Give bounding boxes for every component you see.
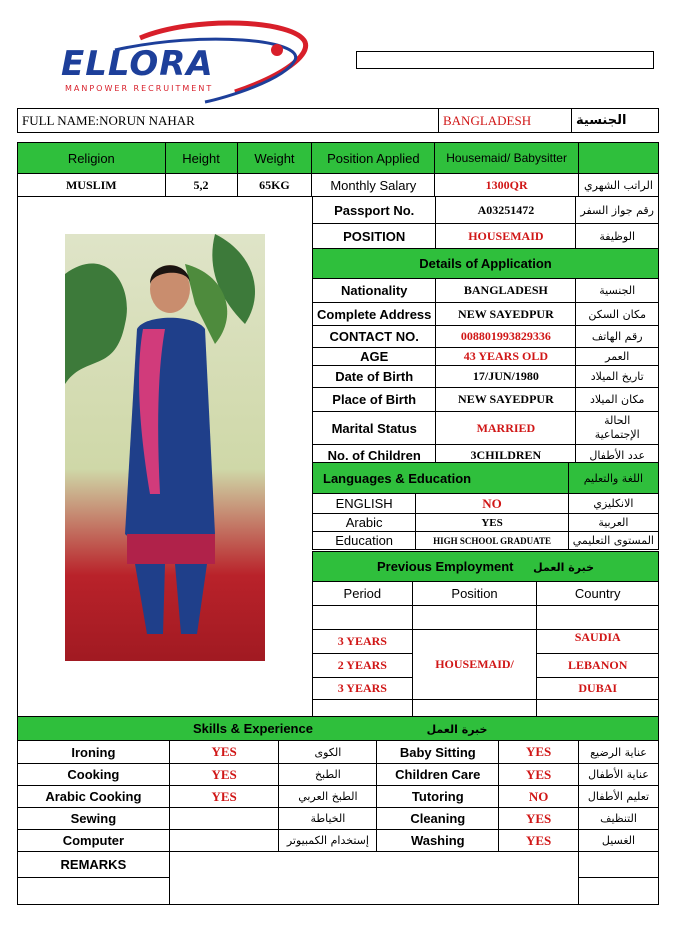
employment-heading-ar: خبرة العمل <box>533 561 595 574</box>
skill-label: Children Care <box>377 764 499 786</box>
detail-label: Date of Birth <box>313 366 436 388</box>
info-value: A03251472 <box>436 197 576 224</box>
skill-label: Ironing <box>18 741 170 764</box>
name-table <box>17 108 659 133</box>
blank-cell <box>578 143 658 174</box>
info-label: Monthly Salary <box>312 174 435 197</box>
skill-ar: تعليم الأطفال <box>579 786 659 808</box>
top-table <box>17 142 659 197</box>
detail-label: Complete Address <box>313 303 436 326</box>
employment-period: 3 YEARS <box>313 630 413 654</box>
skill-ar: عناية الأطفال <box>579 764 659 786</box>
skill-ar: الخياطة <box>279 808 377 830</box>
skill-label: Cleaning <box>377 808 499 830</box>
period-header: Period <box>313 582 413 606</box>
employment-country: LEBANON <box>537 654 659 678</box>
detail-label: Place of Birth <box>313 388 436 412</box>
skill-value: YES <box>169 764 279 786</box>
language-label: ENGLISH <box>313 494 416 514</box>
employment-country: DUBAI <box>537 678 659 700</box>
skill-label: Baby Sitting <box>377 741 499 764</box>
detail-label: No. of Children <box>313 445 436 467</box>
full-name: FULL NAME:NORUN NAHAR <box>18 109 439 133</box>
skill-value: YES <box>499 741 579 764</box>
skill-label: Sewing <box>18 808 170 830</box>
skill-value: YES <box>499 808 579 830</box>
skill-value: YES <box>499 764 579 786</box>
language-ar: العربية <box>568 514 658 532</box>
detail-label: Marital Status <box>313 412 436 445</box>
religion-header: Religion <box>18 143 166 174</box>
language-ar: المستوى التعليمي <box>568 532 658 550</box>
info-label: POSITION <box>313 224 436 249</box>
detail-ar: الحالة الإجتماعية <box>576 412 659 445</box>
skills-heading-ar: خبرة العمل <box>426 723 488 736</box>
skill-value: YES <box>499 830 579 852</box>
country-header: Country <box>537 582 659 606</box>
position-applied-header: Position Applied <box>312 143 435 174</box>
employment-heading: Previous Employment <box>376 559 514 574</box>
detail-ar: مكان الميلاد <box>576 388 659 412</box>
nationality-ar: الجنسية <box>572 109 659 133</box>
languages-heading-ar: اللغة والتعليم <box>568 463 658 494</box>
language-value: NO <box>416 494 568 514</box>
skill-value <box>169 830 279 852</box>
detail-ar: تاريخ الميلاد <box>576 366 659 388</box>
language-ar: الانكليزي <box>568 494 658 514</box>
remarks-field <box>169 852 578 905</box>
detail-label: Nationality <box>313 279 436 303</box>
skill-ar: عناية الرضيع <box>579 741 659 764</box>
info-label: Passport No. <box>313 197 436 224</box>
detail-value: 3CHILDREN <box>436 445 576 467</box>
employment-table <box>312 551 659 718</box>
skill-ar: الكوى <box>279 741 377 764</box>
languages-table <box>312 462 659 550</box>
skill-ar: التنظيف <box>579 808 659 830</box>
blank-cell <box>412 700 537 718</box>
detail-value: NEW SAYEDPUR <box>436 388 576 412</box>
skill-ar: الغسيل <box>579 830 659 852</box>
employment-period: 2 YEARS <box>313 654 413 678</box>
skill-ar: الطبخ <box>279 764 377 786</box>
detail-value: 008801993829336 <box>436 326 576 348</box>
detail-ar: عدد الأطفال <box>576 445 659 467</box>
candidate-photo <box>65 234 265 661</box>
skill-ar: الطبخ العربي <box>279 786 377 808</box>
religion-value: MUSLIM <box>18 174 166 197</box>
reference-box <box>356 51 654 69</box>
info-ar: الراتب الشهري <box>578 174 658 197</box>
skill-label: Tutoring <box>377 786 499 808</box>
skill-value: YES <box>169 741 279 764</box>
blank-cell <box>18 878 170 905</box>
ellora-logo <box>55 20 315 108</box>
weight-header: Weight <box>237 143 312 174</box>
skill-label: Computer <box>18 830 170 852</box>
skills-heading-cell <box>18 717 659 741</box>
employment-country: SAUDIA <box>537 630 659 654</box>
blank-cell <box>313 700 413 718</box>
employment-period: 3 YEARS <box>313 678 413 700</box>
logo-subtitle: MANPOWER RECRUITMENT <box>65 84 214 93</box>
language-label: Education <box>313 532 416 550</box>
position-applied-value: Housemaid/ Babysitter <box>435 143 579 174</box>
skill-value: YES <box>169 786 279 808</box>
blank-cell <box>579 852 659 878</box>
detail-value: NEW SAYEDPUR <box>436 303 576 326</box>
skill-label: Washing <box>377 830 499 852</box>
skill-label: Arabic Cooking <box>18 786 170 808</box>
detail-value: MARRIED <box>436 412 576 445</box>
blank-cell <box>313 606 413 630</box>
skill-ar: إستخدام الكمبيوتر <box>279 830 377 852</box>
position-header: Position <box>412 582 537 606</box>
info-ar: رقم جواز السفر <box>576 197 659 224</box>
info-value: HOUSEMAID <box>436 224 576 249</box>
detail-value: 43 YEARS OLD <box>436 348 576 366</box>
detail-ar: مكان السكن <box>576 303 659 326</box>
blank-cell <box>537 606 659 630</box>
weight-value: 65KG <box>237 174 312 197</box>
blank-cell <box>579 878 659 905</box>
detail-ar: الجنسية <box>576 279 659 303</box>
height-value: 5,2 <box>165 174 237 197</box>
detail-label: CONTACT NO. <box>313 326 436 348</box>
skill-label: Cooking <box>18 764 170 786</box>
detail-value: 17/JUN/1980 <box>436 366 576 388</box>
skill-value <box>169 808 279 830</box>
employment-heading-cell <box>313 552 659 582</box>
remarks-label: REMARKS <box>18 852 170 878</box>
person-silhouette-icon <box>65 234 265 661</box>
blank-cell <box>537 700 659 718</box>
skills-table <box>17 716 659 905</box>
height-header: Height <box>165 143 237 174</box>
info-value: 1300QR <box>435 174 579 197</box>
language-value: HIGH SCHOOL GRADUATE <box>416 532 568 550</box>
blank-cell <box>412 606 537 630</box>
languages-heading: Languages & Education <box>313 463 569 494</box>
skill-value: NO <box>499 786 579 808</box>
skills-heading: Skills & Experience <box>193 721 313 736</box>
detail-label: AGE <box>313 348 436 366</box>
language-label: Arabic <box>313 514 416 532</box>
nationality-value: BANGLADESH <box>439 109 572 133</box>
detail-ar: العمر <box>576 348 659 366</box>
info-ar: الوظيفة <box>576 224 659 249</box>
info-table <box>312 196 659 467</box>
employment-position: HOUSEMAID/ <box>412 630 537 700</box>
detail-value: BANGLADESH <box>436 279 576 303</box>
logo-text: ELLORA <box>61 44 214 84</box>
details-heading: Details of Application <box>313 249 659 279</box>
detail-ar: رقم الهاتف <box>576 326 659 348</box>
language-value: YES <box>416 514 568 532</box>
